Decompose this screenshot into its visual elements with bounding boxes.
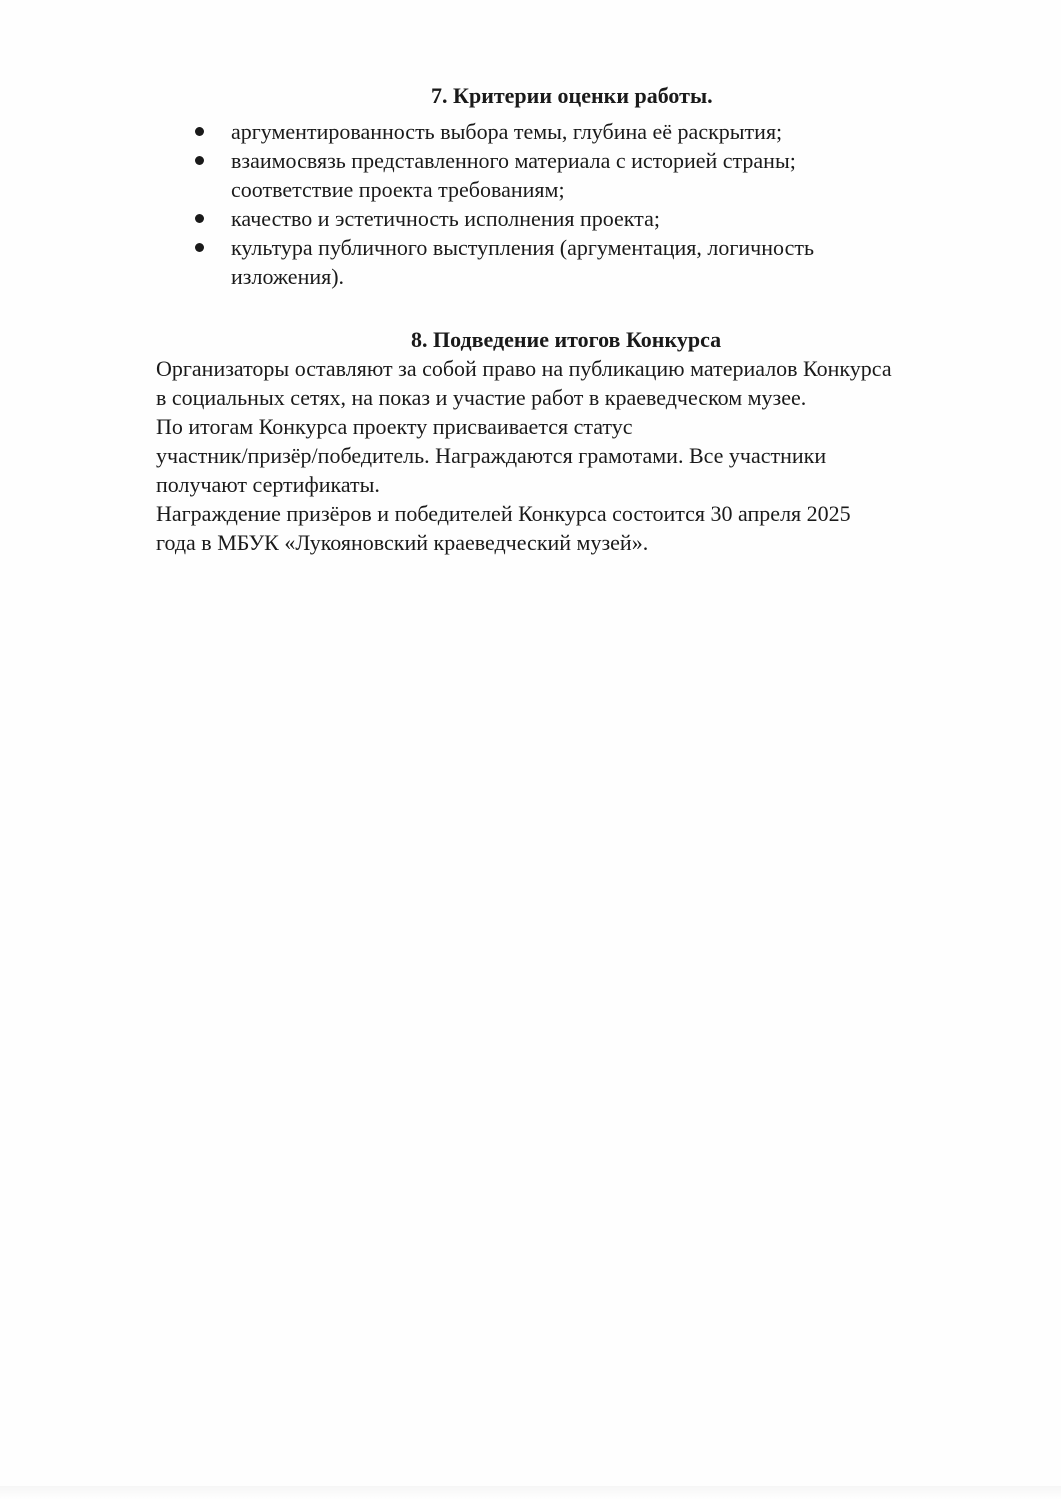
body-text-line: участник/призёр/победитель. Награждаются грамотами. Все участники (156, 443, 827, 468)
list-item (193, 117, 1013, 146)
body-text-line: в социальных сетях, на показ и участие работ в краеведческом музее. (156, 385, 807, 410)
list-item-text: соответствие проекта требованиям; (231, 177, 565, 202)
section-7-title: 7. Критерии оценки работы. (431, 83, 713, 108)
body-text-line: Награждение призёров и победителей Конкурса состоится 30 апреля 2025 (156, 501, 851, 526)
section-8-body (156, 354, 1016, 557)
list-item (193, 146, 1013, 204)
body-text-line: Организаторы оставляют за собой право на публикацию материалов Конкурса (156, 356, 892, 381)
bullet-icon (195, 243, 204, 252)
bullet-icon (195, 156, 204, 165)
section-8-title: 8. Подведение итогов Конкурса (411, 327, 722, 352)
bullet-icon (195, 127, 204, 136)
list-item-text: качество и эстетичность исполнения проекта; (231, 206, 660, 231)
body-text-line: По итогам Конкурса проекту присваивается статус (156, 414, 633, 439)
list-item (193, 233, 1013, 291)
list-item-text: аргументированность выбора темы, глубина её раскрытия; (231, 119, 783, 144)
list-item-text: культура публичного выступления (аргументация, логичность (231, 235, 814, 260)
body-text-line: года в МБУК «Лукояновский краеведческий музей». (156, 530, 649, 555)
list-item-text: взаимосвязь представленного материала с историей страны; (231, 148, 796, 173)
criteria-list (193, 117, 1013, 291)
bullet-icon (195, 214, 204, 223)
page-bottom-edge (0, 1486, 1061, 1500)
list-item (193, 204, 1013, 233)
list-item-text: изложения). (231, 264, 345, 289)
body-text-line: получают сертификаты. (156, 472, 380, 497)
